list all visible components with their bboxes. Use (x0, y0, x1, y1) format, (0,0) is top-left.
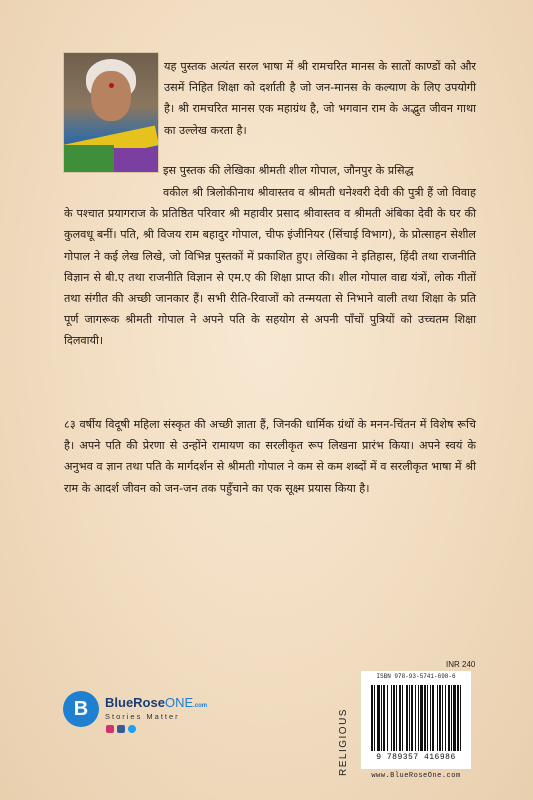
barcode-bar (387, 685, 388, 751)
author-photo (63, 52, 159, 173)
barcode-bar (391, 685, 392, 751)
publisher-name (105, 695, 207, 710)
publisher-logo (63, 691, 223, 741)
isbn-text: ISBN 978-93-5741-698-6 (376, 673, 456, 680)
barcode-bar (406, 685, 408, 751)
barcode-bar (371, 685, 373, 751)
ean-digits: 9 789357 416986 (376, 753, 456, 762)
barcode-bar (460, 685, 461, 751)
publisher-tagline: Stories Matter (105, 712, 180, 721)
barcode-bar (409, 685, 410, 751)
barcode-bar (399, 685, 401, 751)
barcode-bar (396, 685, 397, 751)
barcode (369, 685, 463, 751)
barcode-bar (442, 685, 443, 751)
barcode-bar (418, 685, 419, 751)
twitter-icon (128, 725, 136, 733)
barcode-bar (453, 685, 456, 751)
author-bio-paragraph: वकील श्री त्रिलोकीनाथ श्रीवास्तव व श्रीमती धनेश्वरी देवी की पुत्री हैं जो विवाह के पश्चात प्रयागराज के प्रतिष्ठित परिवार श्री महावीर प्रसाद श्रीवास्तव व श्रीमती अंबिका देवी के घर की कुलवधू बनीं। पति, श्री विजय राम बहादुर गोपाल, चीफ इंजीनियर (सिंचाई विभाग), के प्रोत्साहन सेशील गोपाल ने कई लेख लिखे, जो विभिन्न पुस्तकों में प्रकाशित हुए। लेखिका ने इतिहास, हिंदी तथा राजनीति विज्ञान से बी.ए तथा राजनीति विज्ञान से एम.ए की शिक्षा प्राप्त की। शील गोपाल वाद्य यंत्रों, लोक गीतों तथा संगीत की अच्छी जानकार हैं। सभी रीति-रिवाजों को तन्मयता से निभाने वाली तथा शिक्षा के प्रति पूर्ण जागरूक श्रीमती गोपाल ने अपने पति के सहयोग से अपनी पाँचों पुत्रियों को उच्चतम शिक्षा दिलवायी। (64, 186, 476, 348)
barcode-bar (451, 685, 452, 751)
barcode-bar (427, 685, 428, 751)
book-description-paragraph: यह पुस्तक अत्यंत सरल भाषा में श्री रामचरित मानस के सातों काण्डों को और उसमें निहित शिक्षा को दर्शाती है जो जन-मानस के कल्याण के लिए उपयोगी है। श्री रामचरित मानस एक महाग्रंथ है, जो भगवान राम के अद्भुत जीवन गाथा का उल्लेख करता है। (164, 60, 476, 137)
barcode-bar (381, 685, 382, 751)
barcode-bar (424, 685, 426, 751)
barcode-bar (374, 685, 375, 751)
barcode-bar (439, 685, 441, 751)
barcode-bar (457, 685, 459, 751)
publisher-name-one: ONE (164, 695, 194, 710)
price-label: INR 240 (446, 660, 476, 669)
barcode-bar (383, 685, 385, 751)
instagram-icon (106, 725, 114, 733)
barcode-bar (445, 685, 446, 751)
barcode-bar (432, 685, 434, 751)
barcode-bar (415, 685, 416, 751)
barcode-bar (430, 685, 431, 751)
author-bio-first-line: इस पुस्तक की लेखिका श्रीमती शील गोपाल, जौनपुर के प्रसिद्ध (163, 164, 414, 177)
author-age-paragraph: ८३ वर्षीय विदूषी महिला संस्कृत की अच्छी ज्ञाता हैं, जिनकी धार्मिक ग्रंथों के मनन-चिंतन में विशेष रूचि है। अपने पति की प्रेरणा से उन्होंने रामायण का सरलीकृत रूप लिखना प्रारंभ किया। अपने स्वयं के अनुभव व ज्ञान तथा पति के मार्गदर्शन से श्रीमती गोपाल ने कम से कम शब्दों में व सरलीकृत भाषा में श्री राम के आदर्श जीवन को जन-जन तक पहुँचाने का एक सूक्ष्म प्रयास किया है। (64, 418, 476, 495)
barcode-bar (420, 685, 423, 751)
social-icons (106, 725, 136, 733)
publisher-name-main: BlueRose (105, 695, 165, 710)
genre-label: RELIGIOUS (338, 708, 349, 776)
publisher-website: www.BlueRoseOne.com (371, 772, 461, 780)
barcode-bar (402, 685, 403, 751)
publisher-name-suffix: .com (193, 703, 208, 709)
barcode-bar (437, 685, 438, 751)
barcode-bar (393, 685, 395, 751)
barcode-bar (377, 685, 380, 751)
barcode-bar (448, 685, 450, 751)
facebook-icon (117, 725, 125, 733)
barcode-box (361, 671, 471, 769)
barcode-bar (411, 685, 413, 751)
bluerose-logo-icon: B (63, 691, 99, 727)
